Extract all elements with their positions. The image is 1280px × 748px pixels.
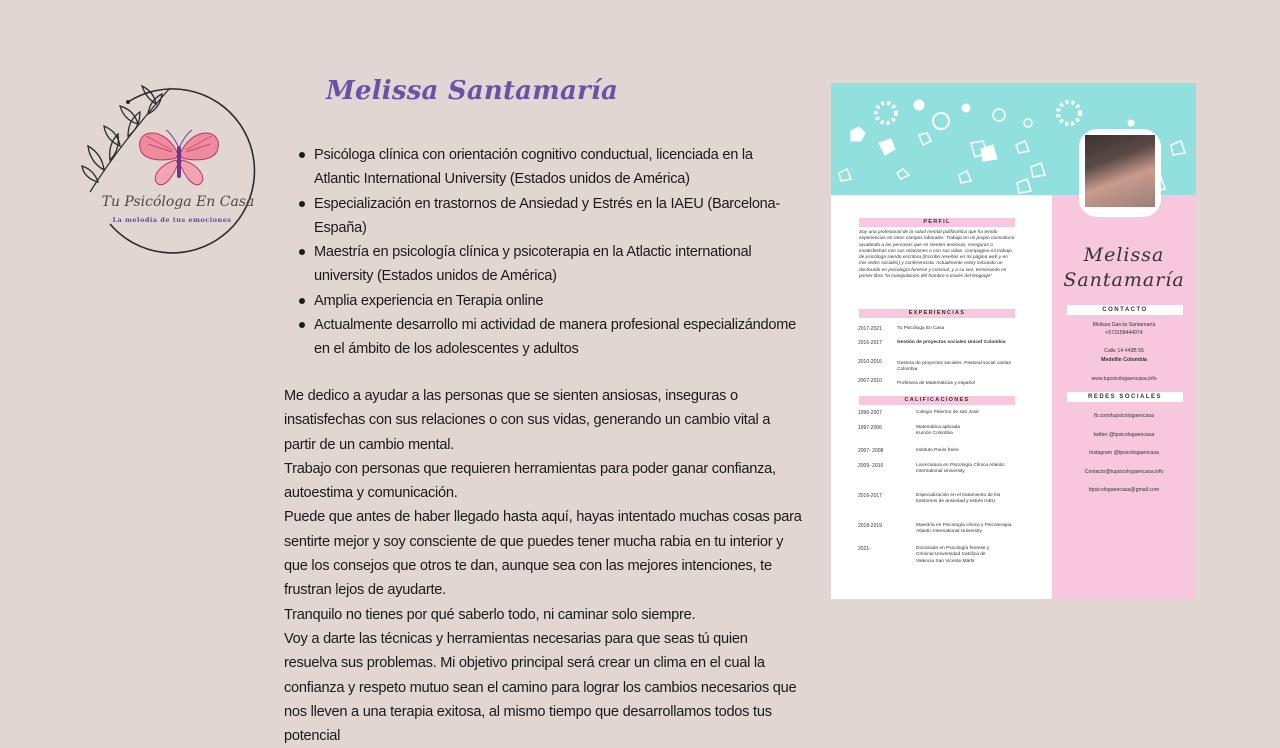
cv-experiencias-heading: EXPERIENCIAS [859,309,1015,318]
cv-redes-line: twitter @tpsicologaencasa [1093,432,1155,438]
cv-contacto-line: www.tupsicologaencasa.info [1091,376,1157,382]
cv-cal-text: Matemática aplicada Kumón Colombia [916,425,960,437]
cv-redes-line: fb.com/tupsicologaencasa [1094,413,1154,419]
cv-cal-years: 1997-2006 [858,425,882,431]
butterfly-icon [140,130,219,185]
cv-cal-years: 2007- 2008 [858,448,884,454]
credentials-list [296,143,796,362]
cv-cal-years: 2009- 2015 [858,463,884,469]
cv-cal-text: Maestría en Psicología clínica y Psicoterapia. Atlantic International University [916,523,1013,535]
cv-perfil-text: Soy una profesional de la salud mental polifacética que ha tenido experiencias en otros campos laborales. Trabajo en mi propio consultorio ayudando a las personas que se sienten ansiosas, inseguras o insatisfechas con sus relaciones o con sus vidas. Compagino mi trabajo de psicóloga siendo escritora (Escribo reseñas en mi página web y en mis redes sociales) y conferencista. Actualmente estoy iniciando un doctorado en psicología forense y criminal, y a su vez, terminando mi primer libro "la manipulación del hombre a través del lenguaje" [859,230,1015,280]
description-paragraph: Voy a darte las técnicas y herramientas necesarias para que seas tú quien resuelva sus problemas. Mi objetivo principal será crear un clima en el cual la confianza y respeto mutuo sean el camino para lograr los cambios necesarios que nos lleven a una terapia exitosa, al mismo tiempo que desarrollamos todos tus potencial [284,630,797,745]
cv-exp-text: Profesora de Matemáticas y español [897,381,975,386]
page-title: Melissa Santamaría [326,76,619,106]
cv-cal-years: 2021- [858,546,871,552]
logo-graphic [80,74,276,274]
cv-photo [1085,135,1155,207]
cv-contacto-line: Medellín Colombia [1101,357,1147,363]
cv-cal-years: 2018-2019 [858,523,882,529]
cv-perfil-heading: PERFIL [859,218,1015,227]
cv-calificaciones-heading: CALIFICACIONES [859,396,1015,405]
cv-exp-text: Gestora de proyectos sociales. Pastoral social caritas Colombia [897,361,1011,373]
description-paragraph: Trabajo con personas que requieren herramientas para poder ganar confianza, autoestima y comunicación. [284,460,776,502]
credential-item: Psicóloga clínica con orientación cognitivo conductual, licenciada en la Atlantic International University (Estados unidos de América) [296,143,796,192]
cv-cal-text: Doctorado en Psicología forense y Criminal Universidad Católica de Valencia San Vicente Mártir [916,546,990,564]
credential-item: Actualmente desarrollo mi actividad de manera profesional especializándome en el ámbito de los adolescentes y adultos [296,313,796,362]
cv-cal-years: 2016-2017 [858,493,882,499]
description-paragraph: Tranquilo no tienes por qué saberlo todo, ni caminar solo siempre. [284,606,696,623]
cv-exp-years: 2016-2017 [858,340,882,346]
cv-exp-text: Gestión de proyectos sociales Unicef Colombia [897,340,1006,345]
logo-title: Tu Psicóloga En Casa [101,194,255,210]
logo-subtitle: La melodía de tus emociones [112,216,232,224]
cv-exp-text: Tu Psicóloga En Casa [897,326,945,331]
credential-item: Maestría en psicología clínica y psicoterapia en la Atlactic international university (Estados unidos de América) [296,240,796,289]
cv-contacto-heading: CONTACTO [1067,305,1183,315]
cv-exp-years: 2007-2010 [858,378,882,384]
cv-redes-line: Contacto@tupsicologaencasa.info [1084,469,1164,475]
cv-cal-text: Colegio Palermo de san José [916,410,979,415]
cv-contacto-line: Calle 14 #43B 55 [1104,348,1144,354]
credential-item: Amplia experiencia en Terapia online [296,289,796,313]
cv-redes-heading: REDES SOCIALES [1067,392,1183,402]
cv-cal-years: 1996-2007 [858,410,882,416]
cv-exp-years: 2010-2016 [858,359,882,365]
cv-preview [831,83,1196,599]
credential-item: Especialización en trastornos de Ansiedad y Estrés en la IAEU (Barcelona- España) [296,192,796,241]
cv-redes-line: Instagram @tpsicologaencasa [1089,450,1159,456]
cv-cal-text: Instituto Paulo freire [916,448,959,453]
cv-cal-text: Especialización en el tratamiento de los trastornos de ansiedad y estrés IAEU [916,493,1001,505]
description-paragraph: Me dedico a ayudar a las personas que se sienten ansiosas, inseguras o insatisfechas con sus relaciones o con sus vidas, generando un cambio vital a partir de un cambio mental. [284,388,771,453]
logo [80,74,276,274]
cv-exp-years: 2017-2021 [858,326,882,332]
cv-contacto-line: +573158444974 [1105,330,1143,336]
cv-cal-text: Licenciatura en Psicología Clínica Atlantic International University [916,463,1005,475]
description-block [284,384,804,748]
description-paragraph: Puede que antes de haber llegado hasta aquí, hayas intentado muchas cosas para sentirte mejor y soy consciente de que puedes tener mucha rabia en tu interior y que los consejos que otros te dan, aunque sea con las mejores intenciones, te frustran lejos de ayudarte. [284,509,802,599]
cv-name: Melissa Santamaría [1063,244,1185,291]
cv-redes-line: ttpsicologaencasa@gmail.com [1088,487,1160,493]
cv-contacto-line: Melissa García Santamaría [1092,322,1156,328]
